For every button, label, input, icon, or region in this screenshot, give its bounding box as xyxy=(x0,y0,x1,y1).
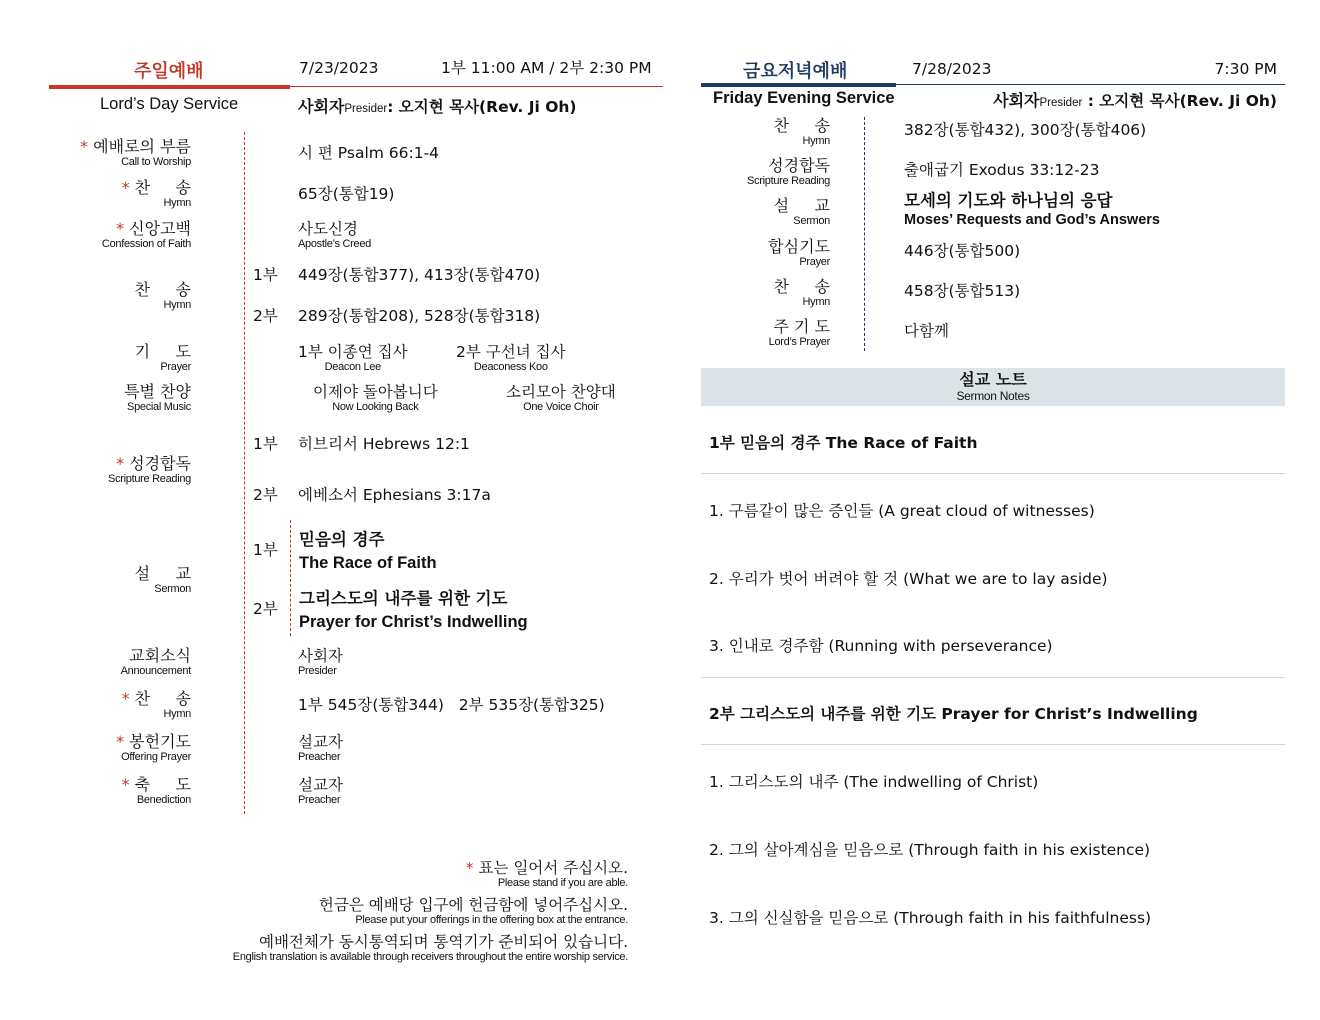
friday-value-hymn-1: 382장(통합432), 300장(통합406) xyxy=(904,121,1147,139)
label-announcement: 교회소식 Announcement xyxy=(120,646,191,677)
friday-presider: 사회자Presider : 오지현 목사(Rev. Ji Oh) xyxy=(993,91,1277,110)
friday-value-scripture: 출애굽기 Exodus 33:12-23 xyxy=(904,161,1100,179)
value-confession: 사도신경 Apostle’s Creed xyxy=(298,220,371,250)
notes-part1-item-3: 3. 인내로 경주함 (Running with perseverance) xyxy=(709,637,1053,655)
sunday-times: 1부 11:00 AM / 2부 2:30 PM xyxy=(441,59,652,77)
friday-value-hymn-2: 458장(통합513) xyxy=(904,282,1021,300)
value-announcement: 사회자 Presider xyxy=(298,647,343,677)
value-call-to-worship: 시 편 Psalm 66:1-4 xyxy=(298,144,440,162)
notes-part1-title: 1부 믿음의 경주 The Race of Faith xyxy=(709,434,978,452)
label-hymn-3: * 찬 송 Hymn xyxy=(121,689,191,720)
label-special-music: 특별 찬양 Special Music xyxy=(124,382,191,413)
value-hymn-3: 1부 545장(통합344) 2부 535장(통합325) xyxy=(298,696,605,714)
value-prayer-1: 1부 이종연 집사 Deacon Lee xyxy=(298,343,408,373)
sermon-notes-header xyxy=(701,368,1285,406)
part-sermon-2: 2부 xyxy=(253,600,278,618)
label-hymn-1: * 찬 송 Hymn xyxy=(121,178,191,209)
notes-part2-item-2: 2. 그의 살아계심을 믿음으로 (Through faith in his existence) xyxy=(709,841,1151,859)
label-sermon: 설 교 Sermon xyxy=(134,564,191,595)
footer-translation-note: 예배전체가 동시통역되며 통역기가 준비되어 있습니다. English translation is available through receivers throughout the entire worship service. xyxy=(232,933,628,963)
value-hymn-1: 65장(통합19) xyxy=(298,185,395,203)
friday-header-line xyxy=(896,84,1285,85)
friday-value-prayer: 446장(통합500) xyxy=(904,242,1021,260)
value-benediction: 설교자 Preacher xyxy=(298,776,343,806)
label-prayer: 기 도 Prayer xyxy=(134,342,191,373)
friday-service-en: Friday Evening Service xyxy=(713,89,895,107)
sunday-title: 주일예배 xyxy=(134,61,204,82)
value-hymn-2-1: 449장(통합377), 413장(통합470) xyxy=(298,266,541,284)
notes-divider-2 xyxy=(701,677,1285,678)
notes-part1-item-1: 1. 구름같이 많은 증인들 (A great cloud of witnesses) xyxy=(709,502,1095,520)
footer-stand-note: * 표는 일어서 주십시오. Please stand if you are able. xyxy=(465,859,628,889)
sunday-header-line xyxy=(290,86,663,87)
part-hymn-2-1: 1부 xyxy=(253,266,278,284)
friday-label-hymn-2: 찬 송 Hymn xyxy=(773,277,830,308)
value-hymn-2-2: 289장(통합208), 528장(통합318) xyxy=(298,307,541,325)
part-scripture-2: 2부 xyxy=(253,486,278,504)
friday-date: 7/28/2023 xyxy=(912,60,992,78)
friday-title: 금요저녁예배 xyxy=(743,61,848,82)
part-scripture-1: 1부 xyxy=(253,435,278,453)
part-sermon-1: 1부 xyxy=(253,541,278,559)
label-confession: * 신앙고백 Confession of Faith xyxy=(101,219,191,250)
label-benediction: * 축 도 Benediction xyxy=(121,775,191,806)
value-scripture-1: 히브리서 Hebrews 12:1 xyxy=(298,435,470,453)
label-call-to-worship: * 예배로의 부름 Call to Worship xyxy=(80,137,191,168)
part-hymn-2-2: 2부 xyxy=(253,307,278,325)
footer-offering-note: 헌금은 예배당 입구에 헌금함에 넣어주십시오. Please put your offerings in the offering box at the entrance. xyxy=(318,896,628,926)
sunday-label-divider xyxy=(244,132,245,814)
sunday-service-en: Lord’s Day Service xyxy=(100,95,239,113)
value-prayer-2: 2부 구선녀 집사 Deaconess Koo xyxy=(456,343,566,373)
notes-part2-title: 2부 그리스도의 내주를 위한 기도 Prayer for Christ’s Indwelling xyxy=(709,705,1198,723)
value-special-music-choir: 소리모아 찬양대 One Voice Choir xyxy=(506,383,616,413)
sermon-notes-title-en: Sermon Notes xyxy=(956,389,1030,403)
sunday-date: 7/23/2023 xyxy=(299,59,379,77)
sunday-presider: 사회자Presider: 오지현 목사(Rev. Ji Oh) xyxy=(298,97,577,116)
notes-part1-item-2: 2. 우리가 벗어 버려야 할 것 (What we are to lay aside) xyxy=(709,570,1108,588)
notes-part2-item-1: 1. 그리스도의 내주 (The indwelling of Christ) xyxy=(709,773,1039,791)
value-sermon-1: 믿음의 경주 The Race of Faith xyxy=(299,530,437,572)
label-offering-prayer: * 봉헌기도 Offering Prayer xyxy=(116,732,191,763)
friday-label-hymn-1: 찬 송 Hymn xyxy=(773,116,830,147)
friday-label-sermon: 설 교 Sermon xyxy=(773,196,830,227)
friday-label-scripture: 성경합독 Scripture Reading xyxy=(747,156,830,187)
friday-value-sermon: 모세의 기도와 하나님의 응답 Moses’ Requests and God’s Answers xyxy=(904,191,1160,228)
friday-label-divider xyxy=(864,117,865,351)
sermon-notes-title: 설교 노트 xyxy=(959,370,1027,389)
friday-title-underline xyxy=(701,83,896,87)
label-scripture-reading: * 성경합독 Scripture Reading xyxy=(108,454,191,485)
value-offering-prayer: 설교자 Preacher xyxy=(298,733,343,763)
friday-label-prayer: 합심기도 Prayer xyxy=(768,237,830,268)
friday-value-lords-prayer: 다함께 xyxy=(904,322,949,340)
sermon-divider xyxy=(290,520,291,636)
notes-divider-3 xyxy=(701,744,1285,745)
friday-time: 7:30 PM xyxy=(1214,60,1277,78)
friday-label-lords-prayer: 주 기 도 Lord’s Prayer xyxy=(768,317,830,348)
notes-part2-item-3: 3. 그의 신실함을 믿음으로 (Through faith in his faithfulness) xyxy=(709,909,1152,927)
notes-divider-1 xyxy=(701,473,1285,474)
label-hymn-2: 찬 송 Hymn xyxy=(134,280,191,311)
sunday-title-underline xyxy=(49,85,290,89)
value-special-music-song: 이제야 돌아봅니다 Now Looking Back xyxy=(313,383,438,413)
value-scripture-2: 에베소서 Ephesians 3:17a xyxy=(298,486,491,504)
value-sermon-2: 그리스도의 내주를 위한 기도 Prayer for Christ’s Indwelling xyxy=(299,589,528,631)
